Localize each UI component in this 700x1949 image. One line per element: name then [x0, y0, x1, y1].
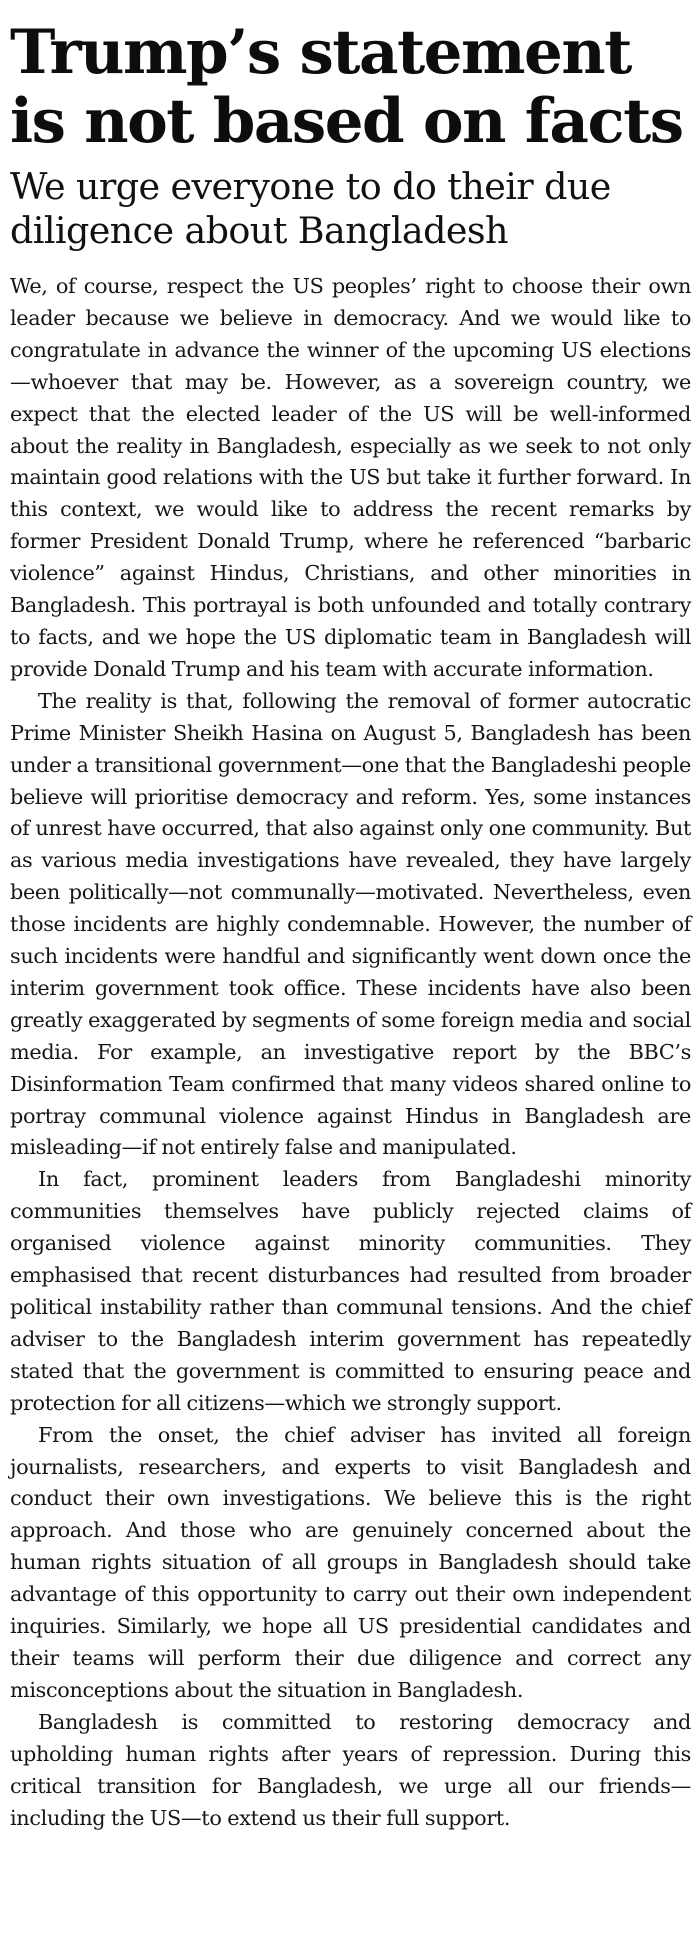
body-paragraph: Bangladesh is committed to restoring democracy and upholding human rights after years of repression. During this critical transition for Bangladesh, we urge all our friends—including the US—to extend us their full support.	[10, 1709, 691, 1830]
subheadline: We urge everyone to do their due diligence about Bangladesh	[10, 165, 611, 252]
body-paragraph: In fact, prominent leaders from Bangladeshi minority communities themselves have publicly rejected claims of organised violence against minority communities. They emphasised that recent disturbances had resulted from broader political instability rather than communal tensions. And the chief adviser to the Bangladesh interim government has repeatedly stated that the government is committed to ensuring peace and protection for all citizens—which we strongly support.	[10, 1167, 691, 1415]
article-body	[10, 271, 691, 1834]
editorial-article	[10, 18, 691, 1834]
body-paragraph: We, of course, respect the US peoples’ right to choose their own leader because we believe in democracy. And we would like to congratulate in advance the winner of the upcoming US elections—whoever that may be. However, as a sovereign country, we expect that the elected leader of the US will be well-informed about the reality in Bangladesh, especially as we seek to not only maintain good relations with the US but take it further forward. In this context, we would like to address the recent remarks by former President Donald Trump, where he referenced “barbaric violence” against Hindus, Christians, and other minorities in Bangladesh. This portrayal is both unfounded and totally contrary to facts, and we hope the US diplomatic team in Bangladesh will provide Donald Trump and his team with accurate information.	[10, 274, 691, 681]
body-paragraph: From the onset, the chief adviser has invited all foreign journalists, researchers, and experts to visit Bangladesh and conduct their own investigations. We believe this is the right approach. And those who are genuinely concerned about the human rights situation of all groups in Bangladesh should take advantage of this opportunity to carry out their own independent inquiries. Similarly, we hope all US presidential candidates and their teams will perform their due diligence and correct any misconceptions about the situation in Bangladesh.	[10, 1422, 691, 1702]
body-paragraph: The reality is that, following the removal of former autocratic Prime Minister Sheikh Hasina on August 5, Bangladesh has been under a transitional government—one that the Bangladeshi people believe will prioritise democracy and reform. Yes, some instances of unrest have occurred, that also against only one community. But as various media investigations have revealed, they have largely been politically—not communally—motivated. Nevertheless, even those incidents are highly condemnable. However, the number of such incidents were handful and significantly went down once the interim government took office. These incidents have also been greatly exaggerated by segments of some foreign media and social media. For example, an investigative report by the BBC’s Disinformation Team confirmed that many videos shared online to portray communal violence against Hindus in Bangladesh are misleading—if not entirely false and manipulated.	[10, 688, 691, 1160]
headline: Trump’s statement is not based on facts	[10, 17, 683, 157]
